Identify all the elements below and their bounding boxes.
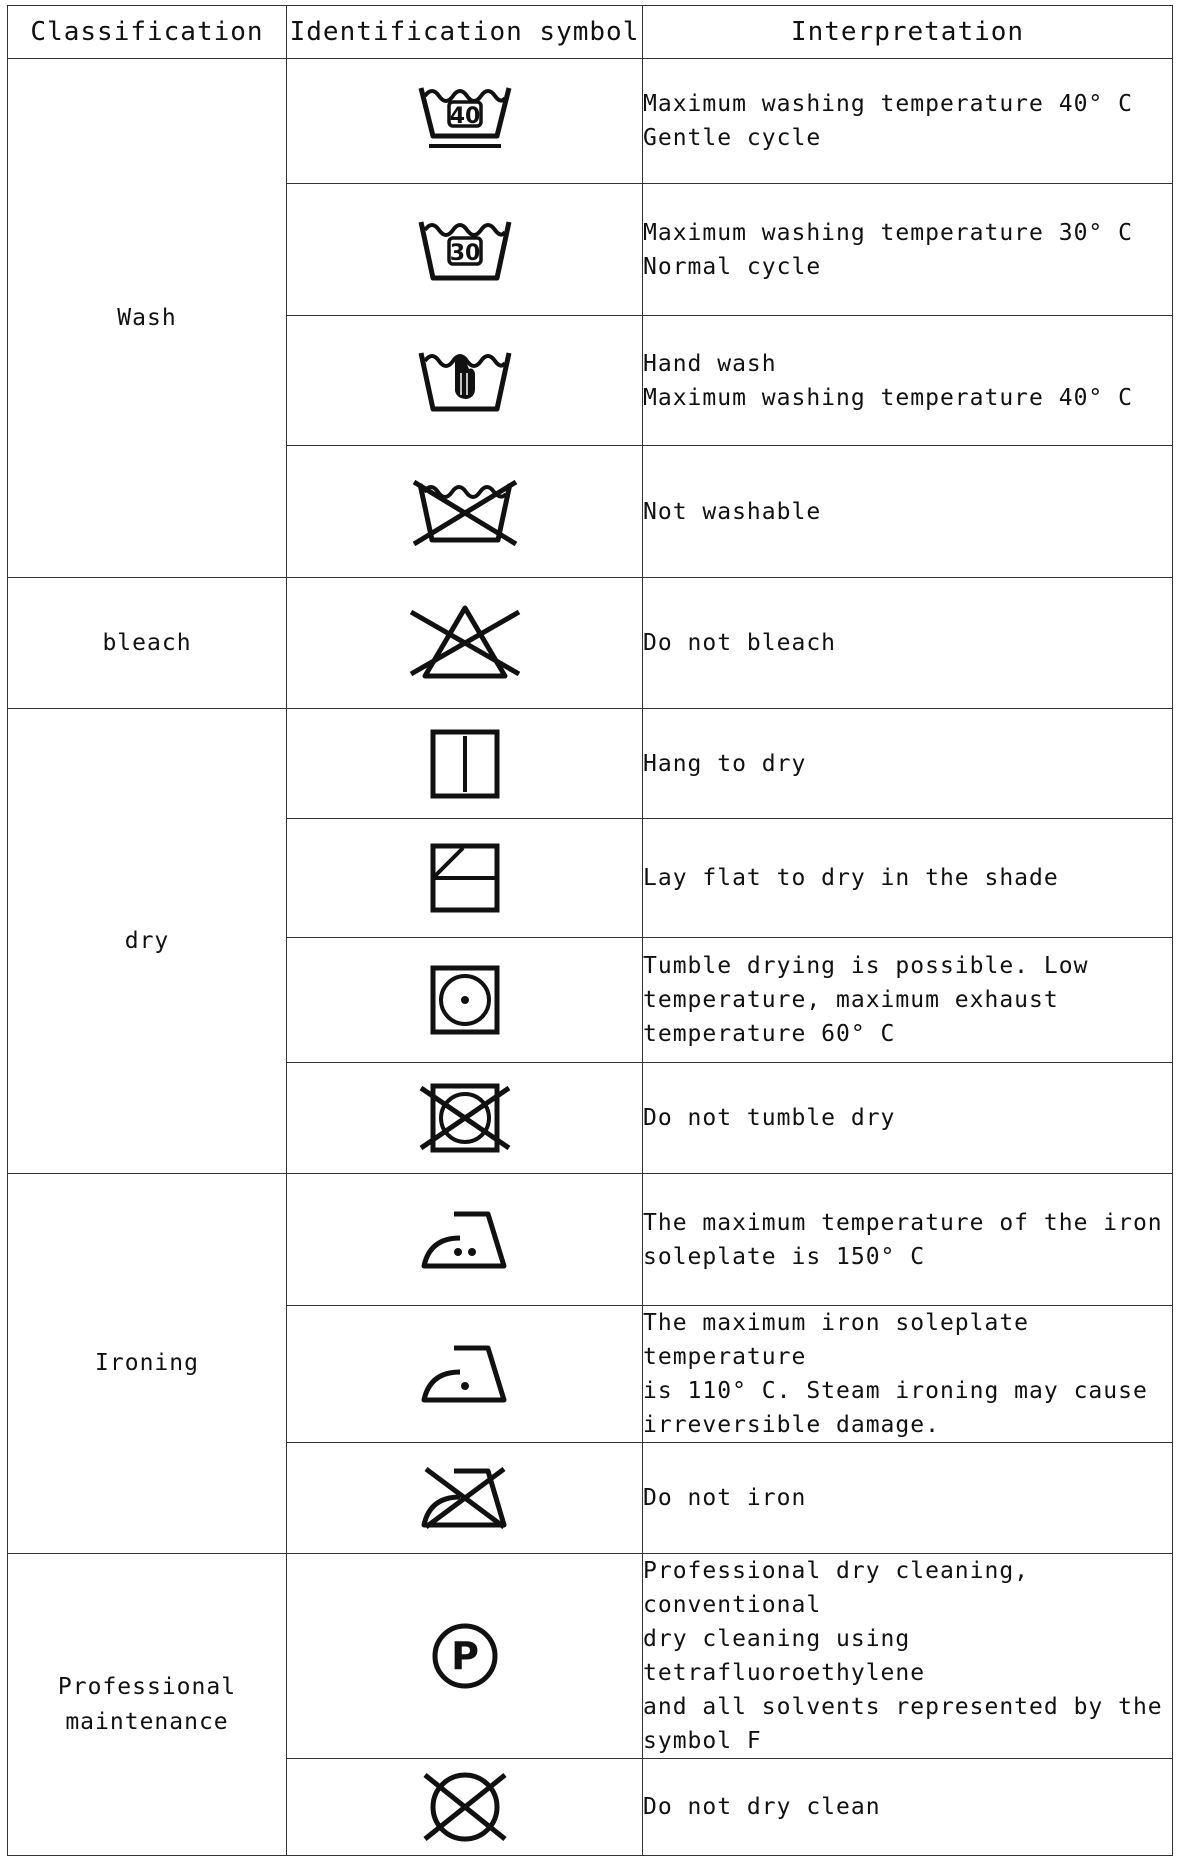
- interpretation-line: Tumble drying is possible. Low: [643, 953, 1089, 979]
- symbol-cell: [287, 709, 643, 819]
- wash-40-gentle-icon: [415, 80, 515, 162]
- interpretation-line: Normal cycle: [643, 253, 822, 280]
- interpretation-cell: [643, 446, 1173, 578]
- symbol-cell: [287, 1063, 643, 1174]
- interpretation-line: and all solvents represented by the: [643, 1694, 1163, 1720]
- interpretation-line: The maximum temperature of the iron: [643, 1209, 1163, 1236]
- interpretation-cell: [643, 578, 1173, 709]
- interpretation-line: Do not tumble dry: [643, 1105, 896, 1131]
- interpretation-cell: [643, 184, 1173, 316]
- symbol-cell: [287, 1174, 643, 1306]
- interpretation-cell: [643, 1174, 1173, 1306]
- symbol-cell: [287, 1759, 643, 1856]
- interpretation-line: irreversible damage.: [643, 1412, 940, 1438]
- interpretation-line: Lay flat to dry in the shade: [643, 865, 1059, 891]
- interpretation-line: Professional dry cleaning, conventional: [643, 1558, 1030, 1618]
- table-row: [8, 1174, 1173, 1306]
- table-row: [8, 709, 1173, 819]
- category-bleach: bleach: [8, 578, 287, 709]
- interpretation-cell: [643, 316, 1173, 446]
- interpretation-line: dry cleaning using tetrafluoroethylene: [643, 1626, 926, 1686]
- wash-30-normal-icon: [415, 214, 515, 286]
- interpretation-line: soleplate is 150° C: [643, 1243, 926, 1270]
- category-ironing: Ironing: [8, 1174, 287, 1554]
- symbol-cell: [287, 1306, 643, 1443]
- symbol-cell: [287, 578, 643, 709]
- symbol-cell: [287, 184, 643, 316]
- do-not-iron-icon: [420, 1463, 510, 1533]
- symbol-cell: [287, 938, 643, 1063]
- interpretation-cell: [643, 1443, 1173, 1554]
- interpretation-line: Do not dry clean: [643, 1794, 881, 1820]
- category-professional-maintenance: [8, 1554, 287, 1856]
- symbol-cell: [287, 1443, 643, 1554]
- interpretation-cell: [643, 1759, 1173, 1856]
- table-row: [8, 1554, 1173, 1759]
- interpretation-line: Maximum washing temperature 30° C: [643, 219, 1133, 246]
- category-line: maintenance: [65, 1708, 229, 1735]
- symbol-cell: [287, 316, 643, 446]
- header-row: [8, 6, 1173, 59]
- table-row: [8, 578, 1173, 709]
- symbol-cell: [287, 446, 643, 578]
- interpretation-line: temperature 60° C: [643, 1021, 896, 1047]
- dry-clean-solvent-label: P: [450, 1634, 479, 1678]
- interpretation-line: The maximum iron soleplate temperature: [643, 1310, 1030, 1370]
- tumble-dry-low-icon: [429, 964, 501, 1036]
- hand-wash-icon: [415, 345, 515, 417]
- category-dry: dry: [8, 709, 287, 1174]
- interpretation-line: Hang to dry: [643, 750, 807, 777]
- interpretation-cell: [643, 709, 1173, 819]
- do-not-bleach-icon: [407, 604, 523, 682]
- interpretation-cell: [643, 1554, 1173, 1759]
- header-classification: Classification: [8, 6, 287, 59]
- interpretation-line: symbol F: [643, 1728, 762, 1754]
- interpretation-line: temperature, maximum exhaust: [643, 987, 1059, 1013]
- symbol-cell: [287, 59, 643, 184]
- do-not-wash-icon: [410, 476, 520, 548]
- interpretation-cell: [643, 1063, 1173, 1174]
- symbol-cell: [287, 819, 643, 938]
- interpretation-line: Do not bleach: [643, 630, 837, 656]
- iron-medium-icon: [420, 1208, 510, 1272]
- care-symbols-table: [7, 5, 1173, 1856]
- header-interpretation: Interpretation: [643, 6, 1173, 59]
- do-not-tumble-dry-icon: [417, 1082, 513, 1154]
- interpretation-cell: [643, 938, 1173, 1063]
- professional-dry-clean-p-icon: [429, 1620, 501, 1692]
- dry-flat-in-shade-icon: [429, 842, 501, 914]
- wash-temp-label: 30: [449, 240, 480, 266]
- category-wash: Wash: [8, 59, 287, 578]
- interpretation-cell: [643, 819, 1173, 938]
- interpretation-line: Gentle cycle: [643, 125, 822, 151]
- interpretation-line: Not washable: [643, 498, 822, 525]
- line-dry-icon: [429, 728, 501, 800]
- iron-low-icon: [420, 1342, 510, 1406]
- wash-temp-label: 40: [449, 104, 480, 129]
- interpretation-line: Do not iron: [643, 1485, 807, 1511]
- interpretation-line: Hand wash: [643, 350, 777, 377]
- table-row: [8, 59, 1173, 184]
- category-line: Professional: [57, 1673, 237, 1700]
- symbol-cell: [287, 1554, 643, 1759]
- do-not-dry-clean-icon: [417, 1769, 513, 1845]
- interpretation-line: Maximum washing temperature 40° C: [643, 91, 1133, 117]
- interpretation-line: is 110° C. Steam ironing may cause: [643, 1378, 1148, 1404]
- header-symbol: Identification symbol: [287, 6, 643, 59]
- interpretation-line: Maximum washing temperature 40° C: [643, 384, 1133, 411]
- interpretation-cell: [643, 1306, 1173, 1443]
- interpretation-cell: [643, 59, 1173, 184]
